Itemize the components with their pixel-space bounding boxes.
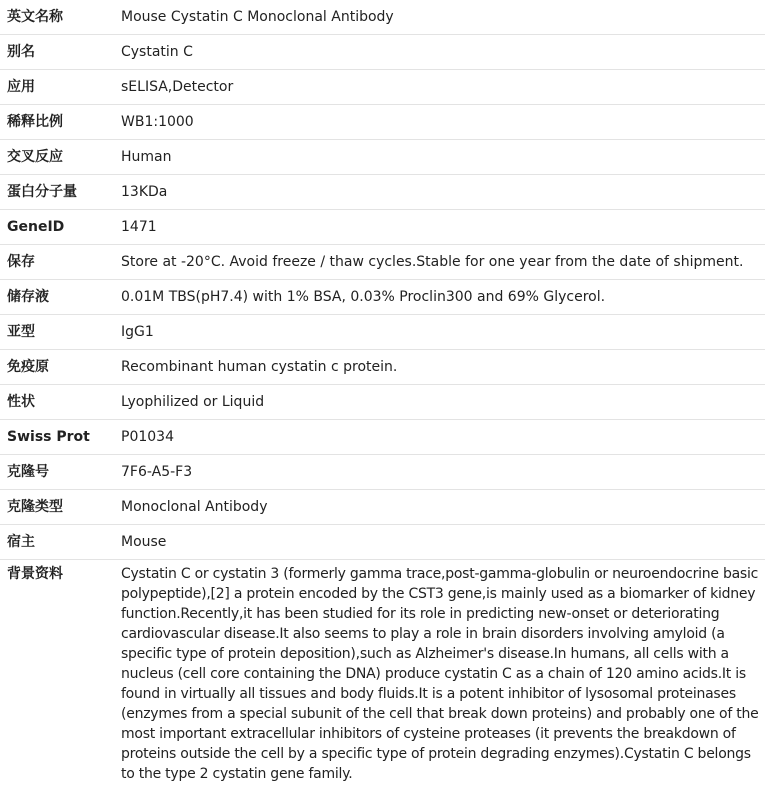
spec-value: Mouse Cystatin C Monoclonal Antibody: [114, 0, 765, 35]
background-description: Cystatin C or cystatin 3 (formerly gamma trace,post-gamma-globulin or neuroendocrine basic polypeptide),[2] a protein encoded by the CST3 gene,is mainly used as a biomarker of kidney function.Recently,it has been studied for its role in predicting new-onset or deteriorating cardiovascular disease.It also seems to play a role in brain disorders involving amyloid (a specific type of protein deposition),such as Alzheimer's disease.In humans, all cells with a nucleus (cell core containing the DNA) produce cystatin C as a chain of 120 amino acids.It is found in virtually all tissues and body fluids.It is a potent inhibitor of lysosomal proteinases (enzymes from a special subunit of the cell that break down proteins) and probably one of the most important extracellular inhibitors of cysteine proteases (it prevents the breakdown of proteins outside the cell by a specific type of protein degrading enzymes).Cystatin C belongs to the type 2 cystatin gene family.: [121, 566, 759, 782]
spec-value: Monoclonal Antibody: [114, 490, 765, 525]
spec-label: 别名: [0, 35, 114, 70]
spec-label: 保存: [0, 245, 114, 280]
spec-label: 交叉反应: [0, 140, 114, 175]
spec-value: Human: [114, 140, 765, 175]
spec-value: 1471: [114, 210, 765, 245]
spec-value: 13KDa: [114, 175, 765, 210]
spec-value: Store at -20°C. Avoid freeze / thaw cycles.Stable for one year from the date of shipment.: [114, 245, 765, 280]
spec-value: Mouse: [114, 525, 765, 560]
spec-label: 亚型: [0, 315, 114, 350]
spec-label: 应用: [0, 70, 114, 105]
spec-label: 储存液: [0, 280, 114, 315]
spec-label: 英文名称: [0, 0, 114, 35]
spec-value: Lyophilized or Liquid: [114, 385, 765, 420]
spec-value: IgG1: [114, 315, 765, 350]
spec-label: 背景资料: [7, 566, 63, 582]
spec-value: 7F6-A5-F3: [114, 455, 765, 490]
spec-value: P01034: [114, 420, 765, 455]
spec-row-gene-id: [0, 210, 765, 245]
spec-value: WB1:1000: [114, 105, 765, 140]
spec-row-host: [0, 525, 765, 560]
spec-value: 0.01M TBS(pH7.4) with 1% BSA, 0.03% Proclin300 and 69% Glycerol.: [114, 280, 765, 315]
spec-row-clone-number: [0, 455, 765, 490]
spec-label: 免疫原: [0, 350, 114, 385]
spec-row-molecular-weight: [0, 175, 765, 210]
spec-label: GeneID: [0, 210, 114, 245]
spec-row-alias: [0, 35, 765, 70]
spec-label: 稀释比例: [0, 105, 114, 140]
spec-value: Cystatin C: [114, 35, 765, 70]
spec-row-background: [0, 560, 765, 791]
spec-row-application: [0, 70, 765, 105]
spec-label: 克隆类型: [0, 490, 114, 525]
spec-value: sELISA,Detector: [114, 70, 765, 105]
spec-label: Swiss Prot: [0, 420, 114, 455]
spec-row-storage-buffer: [0, 280, 765, 315]
spec-label: 宿主: [0, 525, 114, 560]
spec-row-form: [0, 385, 765, 420]
spec-row-english-name: [0, 0, 765, 35]
spec-row-isotype: [0, 315, 765, 350]
spec-row-swiss-prot: [0, 420, 765, 455]
spec-row-immunogen: [0, 350, 765, 385]
spec-label: 性状: [0, 385, 114, 420]
spec-row-storage: [0, 245, 765, 280]
spec-label: 蛋白分子量: [0, 175, 114, 210]
spec-row-cross-reactivity: [0, 140, 765, 175]
spec-row-dilution: [0, 105, 765, 140]
spec-row-clone-type: [0, 490, 765, 525]
spec-value: Recombinant human cystatin c protein.: [114, 350, 765, 385]
spec-label: 克隆号: [0, 455, 114, 490]
